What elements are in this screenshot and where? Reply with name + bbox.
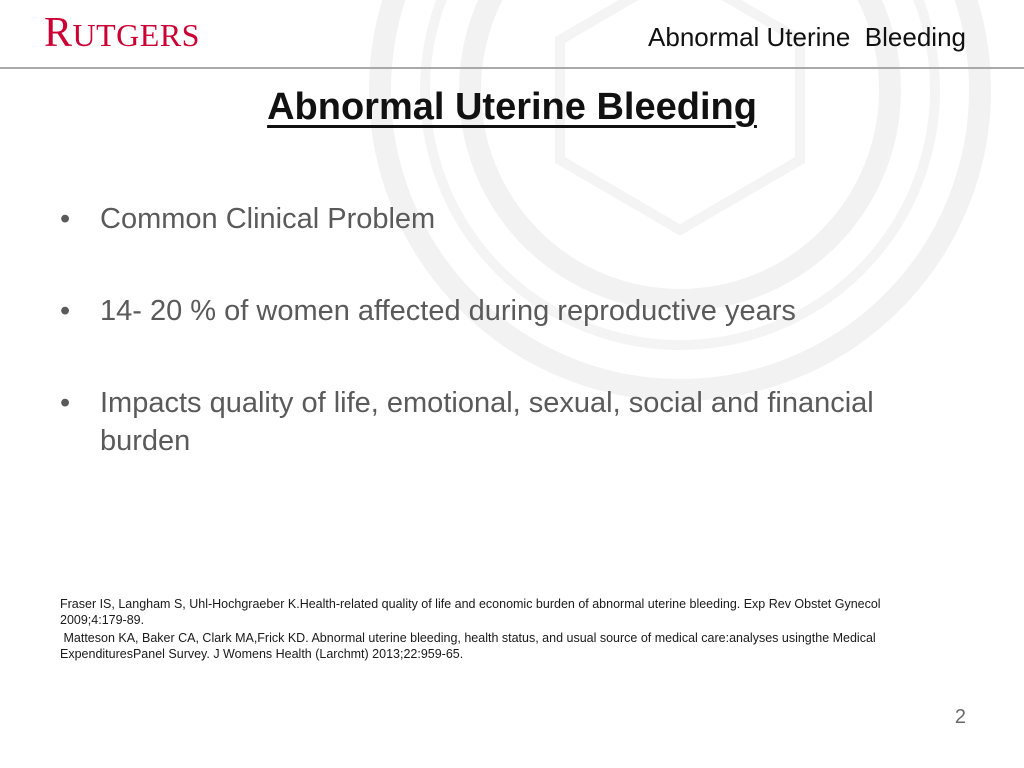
- references: [60, 596, 920, 664]
- header-bar: [0, 0, 1024, 68]
- bullet-text: 14- 20 % of women affected during reproductive years: [100, 295, 796, 327]
- logo-rest: UTGERS: [72, 17, 200, 53]
- header-title: Abnormal Uterine Bleeding: [648, 22, 966, 52]
- bullet-marker: •: [60, 387, 71, 419]
- bullet-text: Impacts quality of life, emotional, sexual, social and financial burden: [100, 387, 874, 457]
- bullet-item: [60, 384, 960, 460]
- reference-item: Matteson KA, Baker CA, Clark MA,Frick KD. Abnormal uterine bleeding, health status, and usual source of medical care:analyses usingthe Medical ExpendituresPanel Survey. J Womens Health (Larchmt) 2013;22:959-65.: [60, 631, 880, 661]
- page-number: 2: [954, 706, 966, 728]
- logo-initial: R: [44, 10, 73, 56]
- bullet-item: [60, 292, 960, 330]
- reference-item: Fraser IS, Langham S, Uhl-Hochgraeber K.Health-related quality of life and economic burden of abnormal uterine bleeding. Exp Rev Obstet Gynecol 2009;4:179-89.: [60, 597, 881, 627]
- bullet-text: Common Clinical Problem: [100, 203, 436, 235]
- slide-title: Abnormal Uterine Bleeding: [267, 86, 757, 128]
- bullet-marker: •: [60, 203, 71, 235]
- bullet-marker: •: [60, 295, 71, 327]
- rutgers-logo: [44, 12, 200, 54]
- bullet-item: [60, 200, 960, 238]
- bullet-list: [60, 200, 960, 460]
- header-divider: [0, 67, 1024, 69]
